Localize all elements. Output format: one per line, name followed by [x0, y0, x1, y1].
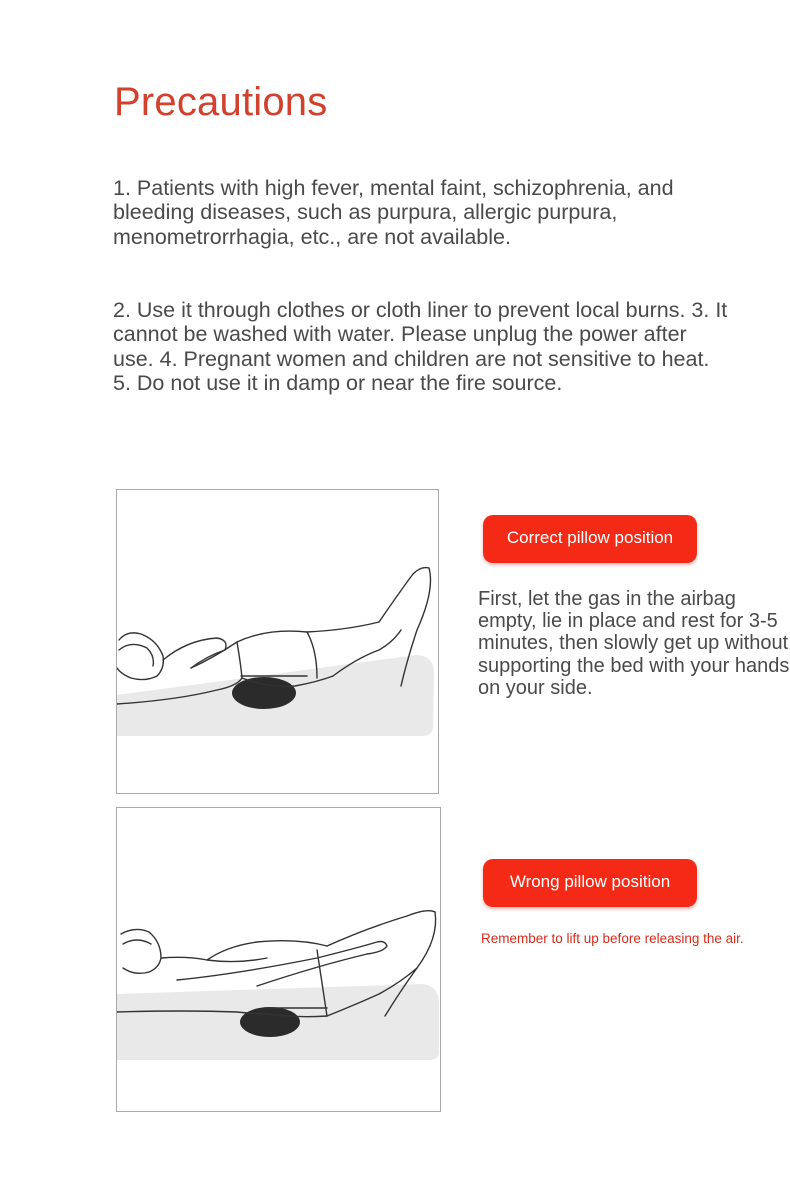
precaution-paragraph-1: 1. Patients with high fever, mental faint, schizophrenia, and bleeding diseases, such as purpura, allergic purpura, menometrorrhagia, etc., are not available.	[113, 176, 674, 249]
correct-position-description: First, let the gas in the airbag empty, lie in place and rest for 3-5 minutes, then slowly get up without supporting the bed with your hands on your side.	[478, 588, 790, 699]
correct-position-drawing	[117, 490, 439, 794]
wrong-position-note: Remember to lift up before releasing the air.	[481, 931, 744, 946]
wrong-position-illustration	[116, 807, 441, 1112]
correct-position-illustration	[116, 489, 439, 794]
airbag-pillow	[240, 1007, 300, 1037]
page-title: Precautions	[114, 80, 328, 124]
wrong-pillow-position-label: Wrong pillow position	[483, 859, 697, 907]
airbag-pillow	[232, 677, 296, 709]
wrong-position-drawing	[117, 808, 441, 1112]
precaution-paragraph-2: 2. Use it through clothes or cloth liner to prevent local burns. 3. It cannot be washed with water. Please unplug the power after use. 4. Pregnant women and children are not sensitive to heat. 5. Do not use it in damp or near the fire source.	[113, 298, 728, 395]
correct-pillow-position-label: Correct pillow position	[483, 515, 697, 563]
